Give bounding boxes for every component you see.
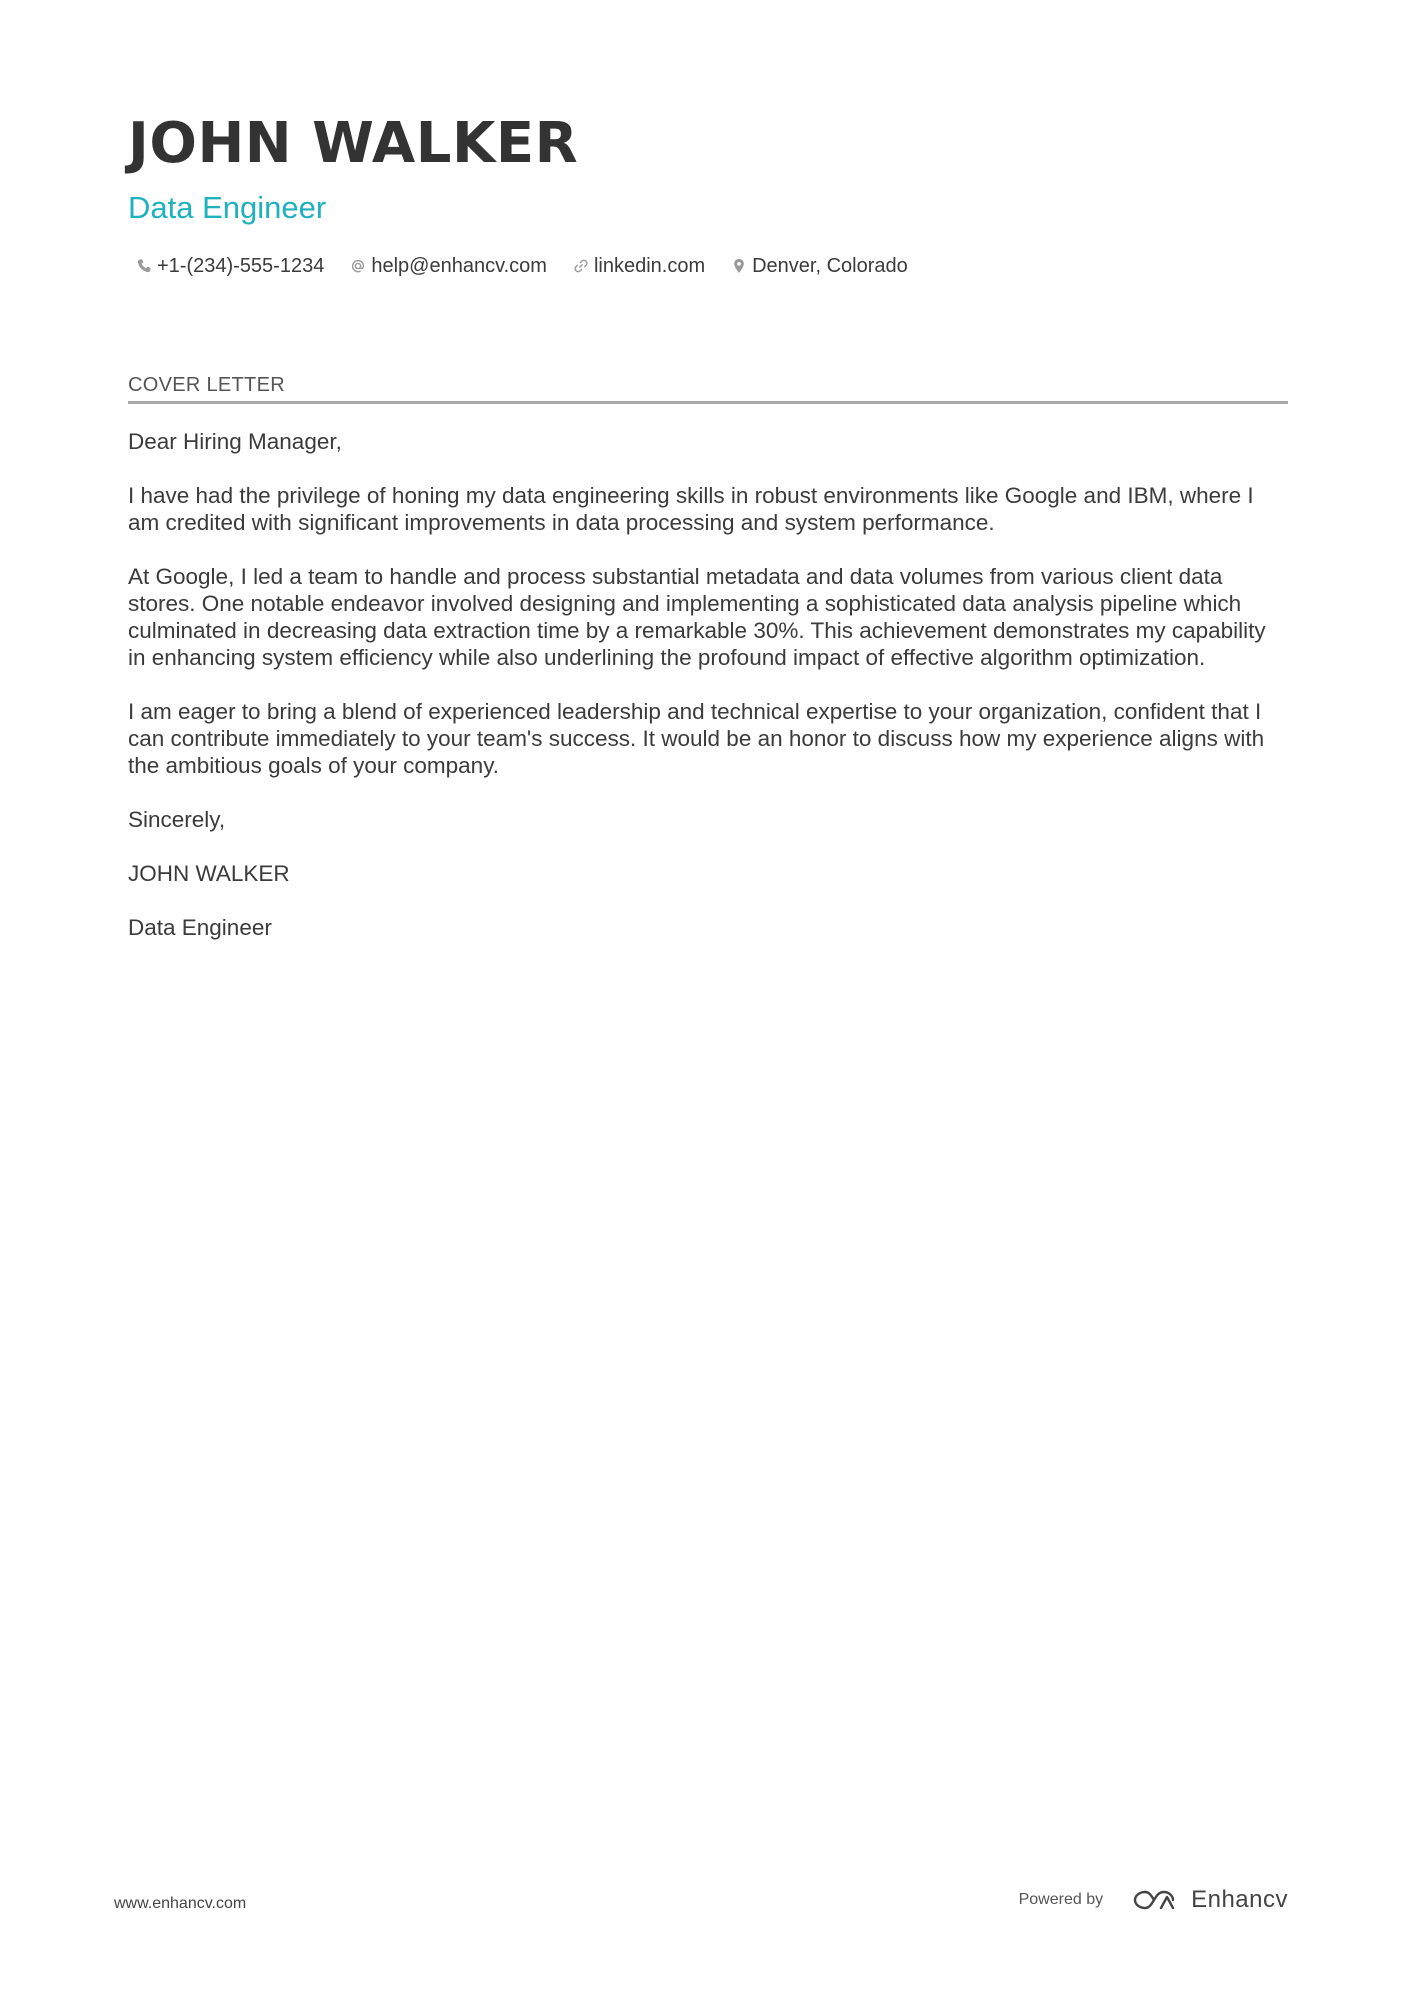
email-text[interactable]: help@enhancv.com (371, 255, 547, 277)
applicant-name: JOHN WALKER (128, 111, 579, 176)
letter-closing: Sincerely, (128, 807, 226, 832)
signature-name: JOHN WALKER (128, 861, 290, 886)
letter-greeting: Dear Hiring Manager, (128, 429, 342, 454)
brand-name: Enhancv (1191, 1886, 1288, 1913)
contact-phone (136, 252, 324, 280)
section-title: COVER LETTER (128, 372, 1288, 404)
website-text[interactable]: linkedin.com (593, 255, 706, 277)
link-icon (573, 258, 589, 274)
signature-title: Data Engineer (128, 915, 272, 940)
powered-by-label: Powered by (1018, 1891, 1104, 1908)
letter-body (128, 428, 1288, 941)
enhancv-logo-icon (1131, 1887, 1177, 1913)
letter-paragraph: I have had the privilege of honing my data engineering skills in robust environments like Google and IBM, where I am credited with significant improvements in data processing and system performance. (128, 483, 1254, 535)
letter-paragraph: I am eager to bring a blend of experienced leadership and technical expertise to your organization, confident that I can contribute immediately to your team's success. It would be an honor to discuss how my experience aligns with the ambitious goals of your company. (128, 699, 1265, 778)
cover-letter-page (128, 108, 1288, 968)
footer-branding (1019, 1886, 1288, 1914)
phone-icon (136, 258, 152, 274)
at-icon (350, 258, 366, 274)
contact-bar (128, 252, 1288, 280)
location-text: Denver, Colorado (752, 255, 908, 277)
location-pin-icon (731, 258, 747, 274)
phone-text[interactable]: +1-(234)-555-1234 (157, 255, 325, 277)
contact-email (350, 252, 547, 280)
applicant-role: Data Engineer (128, 190, 327, 225)
footer-website[interactable]: www.enhancv.com (114, 1895, 247, 1912)
contact-location (731, 252, 908, 280)
contact-website (573, 252, 705, 280)
letter-paragraph: At Google, I led a team to handle and process substantial metadata and data volumes from various client data stores. One notable endeavor involved designing and implementing a sophisticated data analysis pipeline which culminated in decreasing data extraction time by a remarkable 30%. This achievement demonstrates my capability in enhancing system efficiency while also underlining the profound impact of effective algorithm optimization. (128, 564, 1266, 670)
